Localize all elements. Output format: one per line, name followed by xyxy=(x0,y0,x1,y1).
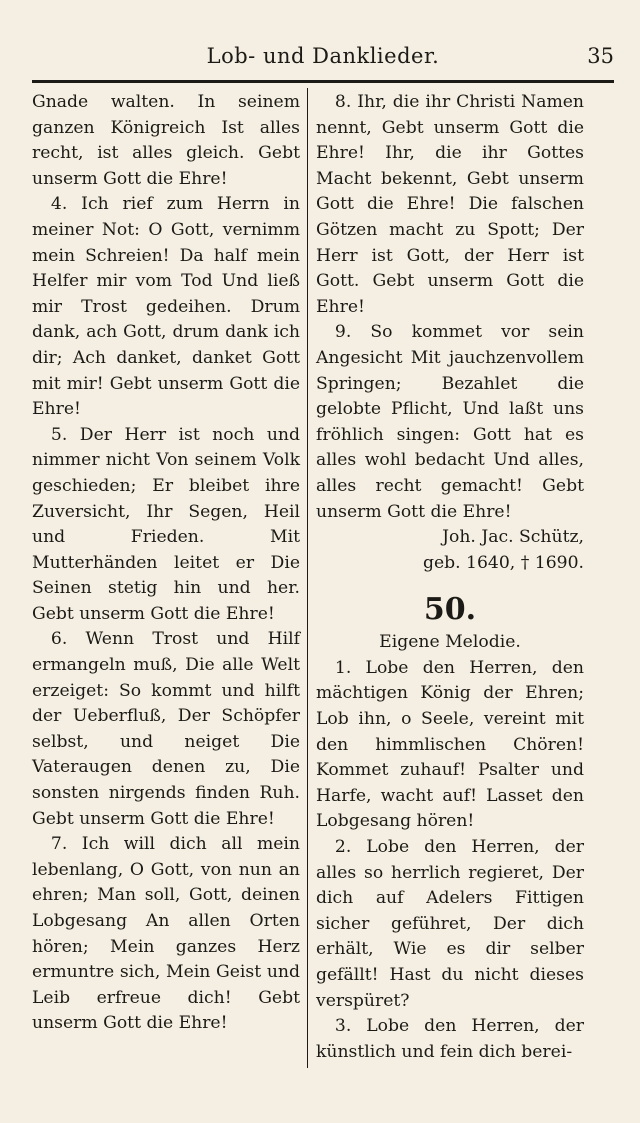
author-name: Joh. Jac. Schütz, xyxy=(442,527,584,548)
verse-5: 5. Der Herr ist noch und nimmer nicht Von seinem Volk geschieden; Er bleibet ihre Zuversicht, Ihr Segen, Heil und Frieden. Mit Mutterhänden leitet er Die Seinen stetig hin und her. Gebt unserm Gott die Ehre! xyxy=(32,424,300,624)
verse-8: 8. Ihr, die ihr Christi Namen nennt, Gebt unserm Gott die Ehre! Ihr, die ihr Gottes Macht bekennt, Gebt unserm Gott die Ehre! Die falschen Götzen macht zu Spott; Der Herr ist Gott, der Herr ist Gott. Gebt unserm Gott die Ehre! xyxy=(316,92,584,317)
verse-4: 4. Ich rief zum Herrn in meiner Not: O Gott, vernimm mein Schreien! Da half mein Helfer mir vom Tod Und ließ mir Trost gedeihen. Drum dank, ach Gott, drum dank ich dir; Ach danket, danket Gott mit mir! Gebt unserm Gott die Ehre! xyxy=(32,194,300,420)
hymn-verse-2: 2. Lobe den Herren, der alles so herrlich regieret, Der dich auf Adelers Fittigen sicher geführet, Der dich erhält, Wie es dir selber gefällt! Hast du nicht dieses verspüret? xyxy=(316,837,584,1011)
hymn-verse-3: 3. Lobe den Herren, der künstlich und fein dich berei- xyxy=(316,1016,584,1062)
running-head xyxy=(32,44,614,74)
left-column xyxy=(32,90,300,1037)
column-divider xyxy=(307,88,308,1068)
running-title: Lob- und Danklieder. xyxy=(206,44,440,68)
header-rule xyxy=(32,80,614,83)
page-number: 35 xyxy=(587,44,614,68)
verse-9: 9. So kommet vor sein Angesicht Mit jauchzenvollem Springen; Bezahlet die gelobte Pflicht, Und laßt uns fröhlich singen: Gott hat es alles wohl bedacht Und alles, alles recht gemacht! Gebt unserm Gott die Ehre! xyxy=(316,322,584,522)
verse-6: 6. Wenn Trost und Hilf ermangeln muß, Die alle Welt erzeiget: So kommt und hilft der Ueberfluß, Der Schöpfer selbst, und neiget Die Vateraugen denen zu, Die sonsten nirgends finden Ruh. Gebt unserm Gott die Ehre! xyxy=(32,629,300,829)
verse-3-continuation: Gnade walten. In seinem ganzen Königreich Ist alles recht, ist alles gleich. Gebt unserm Gott die Ehre! xyxy=(32,92,300,189)
hymn-number: 50. xyxy=(423,592,477,628)
melody-note: Eigene Melodie. xyxy=(379,632,521,653)
author-dates: geb. 1640, † 1690. xyxy=(422,552,584,573)
verse-7: 7. Ich will dich all mein lebenlang, O Gott, von nun an ehren; Man soll, Gott, deinen Lobgesang An allen Orten hören; Mein ganzes Herz ermuntre sich, Mein Geist und Leib erfreue dich! Gebt unserm Gott die Ehre! xyxy=(32,834,300,1034)
right-column xyxy=(316,90,584,1065)
hymn-verse-1: 1. Lobe den Herren, den mächtigen König der Ehren; Lob ihn, o Seele, vereint mit den himmlischen Chören! Kommet zuhauf! Psalter und Harfe, wacht auf! Lasset den Lobgesang hören! xyxy=(316,657,584,832)
